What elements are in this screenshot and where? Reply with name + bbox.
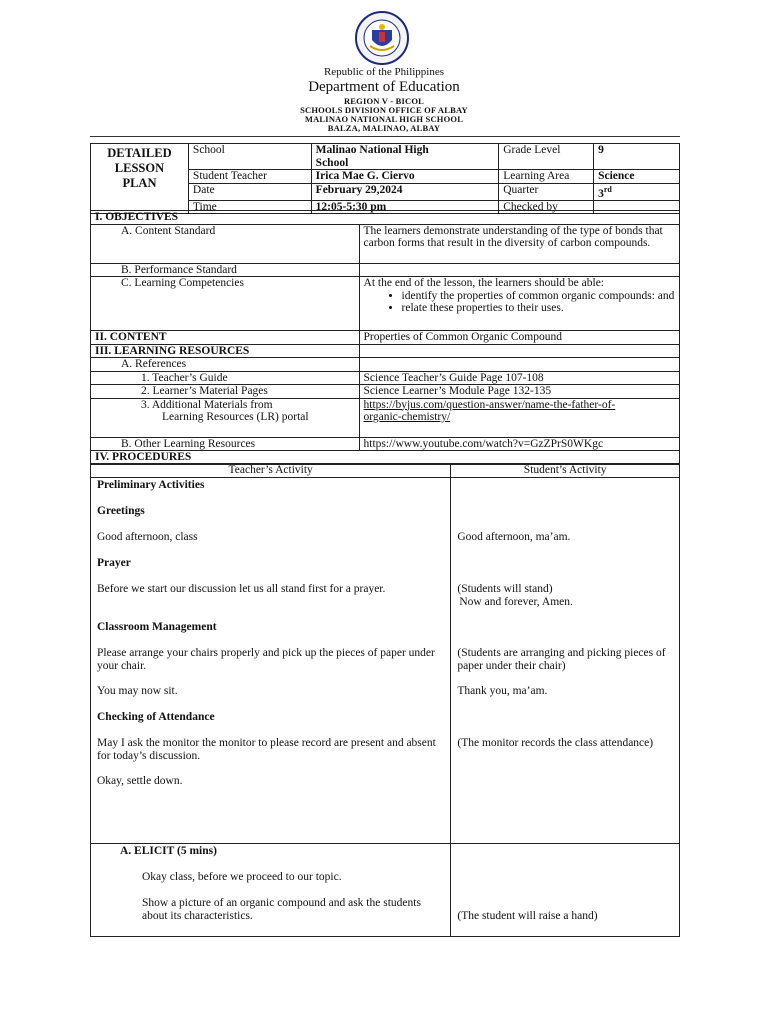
header-address: BALZA, MALINAO, ALBAY [327,123,441,133]
teacher-elicit-1: Okay class, before we proceed to our topic. [142,871,342,883]
references-label: A. References [91,358,360,372]
elicit-teacher-cell [91,844,451,937]
lesson-info-table [90,143,680,214]
teacher-settle: Okay, settle down. [97,775,183,787]
performance-standard-label: B. Performance Standard [91,263,360,277]
teacher-label: Student Teacher [188,170,311,184]
lesson-plan-table [90,210,680,465]
student-activity-header: Student’s Activity [451,464,680,478]
student-attendance: (The monitor records the class attendance) [457,737,654,749]
objectives-heading: I. OBJECTIVES [91,211,680,225]
date-label: Date [188,183,311,200]
performance-standard-text [359,263,679,277]
quarter-value: 3rd [594,183,680,200]
attendance-heading: Checking of Attendance [97,711,215,723]
other-resources-link[interactable]: https://www.youtube.com/watch?v=GzZPrS0WKgc [359,437,679,451]
time-label: Time [188,200,311,214]
procedures-table [90,463,680,937]
student-elicit: (The student will raise a hand) [457,910,598,922]
content-standard-label: A. Content Standard [91,224,360,263]
grade-value: 9 [594,144,680,170]
greetings-heading: Greetings [97,505,145,517]
content-value: Properties of Common Organic Compound [359,331,679,345]
deped-seal-logo [348,10,416,66]
student-chairs: (Students are arranging and picking pieces of paper under their chair) [457,647,666,672]
elicit-student-cell [451,844,680,937]
area-value: Science [594,170,680,184]
student-activity-cell [451,478,680,844]
teacher-attendance: May I ask the monitor the monitor to please record are present and absent for today’s discussion. [97,737,436,762]
school-value: Malinao National High School [311,144,499,170]
header-region: REGION V - BICOL [343,96,425,106]
date-value: February 29,2024 [311,183,499,200]
grade-label: Grade Level [499,144,594,170]
competencies-label: C. Learning Competencies [91,277,360,331]
teacher-value: Irica Mae G. Ciervo [311,170,499,184]
dlp-title: DETAILED LESSON PLAN [91,144,189,214]
classroom-management-heading: Classroom Management [97,621,217,633]
checked-label: Checked by [499,200,594,214]
student-prayer-1: (Students will stand) [457,583,553,595]
additional-materials-link[interactable]: https://byjus.com/question-answer/name-the-father-of- organic-chemistry/ [359,398,679,437]
time-value: 12:05-5:30 pm [311,200,499,214]
teachers-guide-value: Science Teacher’s Guide Page 107-108 [359,371,679,385]
teacher-chairs: Please arrange your chairs properly and pick up the pieces of paper under your chair. [97,647,435,672]
prayer-heading: Prayer [97,557,131,569]
header-division: SCHOOLS DIVISION OFFICE OF ALBAY [300,105,468,115]
header-republic: Republic of the Philippines [323,66,445,78]
teacher-greeting: Good afternoon, class [97,531,198,543]
quarter-label: Quarter [499,183,594,200]
preliminary-heading: Preliminary Activities [97,479,205,491]
content-heading: II. CONTENT [91,331,360,345]
area-label: Learning Area [499,170,594,184]
teacher-activity-header: Teacher’s Activity [91,464,451,478]
resources-heading: III. LEARNING RESOURCES [91,344,360,358]
teacher-sit: You may now sit. [97,685,178,697]
competencies-text: At the end of the lesson, the learners should be able: • identify the properties of common organic compounds: and • relate these properties to their uses. [359,277,679,331]
competency-item: • identify the properties of common organic compounds: and [402,290,675,303]
teacher-prayer: Before we start our discussion let us all stand first for a prayer. [97,583,386,595]
teacher-elicit-2: Show a picture of an organic compound and ask the students about its characteristics. [142,897,421,922]
content-standard-text: The learners demonstrate understanding of the type of bonds that carbon forms that result in the diversity of carbon compounds. [359,224,679,263]
additional-materials-label: 3. Additional Materials from Learning Resources (LR) portal [91,398,360,437]
header-school: MALINAO NATIONAL HIGH SCHOOL [304,114,464,124]
teachers-guide-label: 1. Teacher’s Guide [91,371,360,385]
other-resources-label: B. Other Learning Resources [91,437,360,451]
teacher-activity-cell [91,478,451,844]
learners-material-value: Science Learner’s Module Page 132-135 [359,385,679,399]
header-divider [90,136,680,137]
school-label: School [188,144,311,170]
learners-material-label: 2. Learner’s Material Pages [91,385,360,399]
student-sit: Thank you, ma’am. [457,685,548,697]
student-prayer-2: Now and forever, Amen. [459,596,573,608]
procedures-heading: IV. PROCEDURES [91,451,680,465]
header-department: Department of Education [308,79,460,95]
competency-item: • relate these properties to their uses. [402,302,675,315]
elicit-heading: A. ELICIT (5 mins) [120,845,217,857]
student-greeting: Good afternoon, ma’am. [457,531,571,543]
